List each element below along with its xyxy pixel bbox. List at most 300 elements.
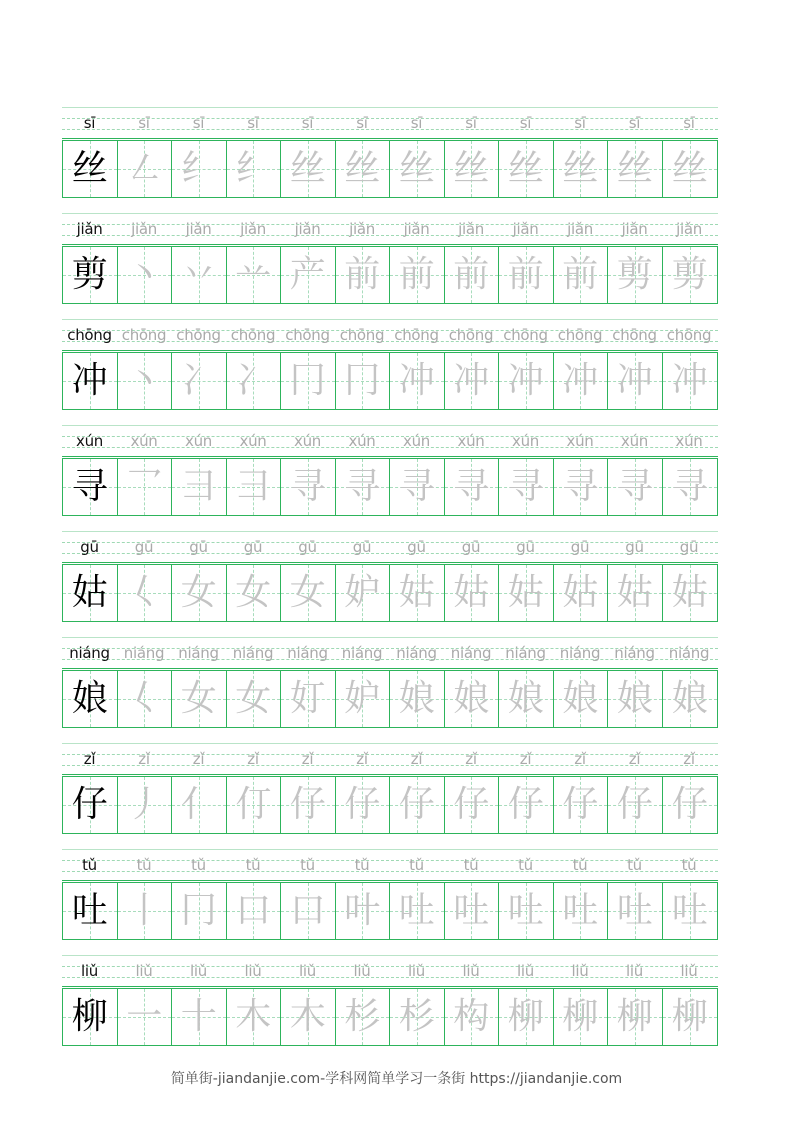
stroke-step-character: 娘 (453, 678, 490, 719)
pinyin-trace: gū (516, 538, 535, 556)
pinyin-trace: zǐ (628, 750, 641, 768)
pinyin-trace: chōng (666, 326, 712, 344)
stroke-step-cell (227, 671, 282, 727)
pinyin-trace: gū (298, 538, 317, 556)
stroke-step-cell (118, 459, 173, 515)
stroke-step-character: 丝 (507, 148, 544, 189)
pinyin-trace: liǔ (244, 962, 262, 980)
pinyin-trace: gū (243, 538, 263, 556)
stroke-step-character: 冲 (398, 360, 435, 401)
pinyin-trace: sī (628, 114, 641, 132)
stroke-step-character: 妒 (344, 572, 381, 613)
stroke-step-cell (227, 459, 282, 515)
model-character: 吐 (71, 890, 108, 931)
pinyin-trace: chōng (285, 326, 330, 344)
pinyin-trace: sī (138, 114, 150, 132)
pinyin-trace: sī (192, 114, 205, 132)
stroke-step-character: 产 (289, 254, 326, 295)
pinyin-trace: tǔ (518, 856, 533, 874)
stroke-step-character: 𡿨 (126, 678, 163, 719)
pinyin-guide-lines (62, 424, 718, 457)
stroke-step-character: 丝 (344, 148, 381, 189)
stroke-step-character: 娘 (616, 678, 653, 719)
stroke-step-cell (390, 141, 445, 197)
pinyin-trace: niáng (668, 644, 710, 662)
stroke-step-character: 吐 (671, 890, 708, 931)
stroke-step-character: 冲 (616, 360, 653, 401)
stroke-step-cell (608, 459, 663, 515)
stroke-step-cell (390, 459, 445, 515)
pinyin-trace: tǔ (409, 856, 424, 874)
stroke-step-character: 寻 (344, 466, 381, 507)
footer-text: 简单街-jiandanjie.com-学科网简单学习一条街 https://jiandanjie.com (170, 1071, 623, 1087)
character-grid (62, 988, 718, 1046)
pinyin-trace: zǐ (465, 750, 477, 768)
stroke-step-cell (227, 247, 282, 303)
pinyin-trace: jiǎn (567, 220, 593, 238)
stroke-step-cell (390, 565, 445, 621)
pinyin-trace: tǔ (191, 856, 206, 874)
model-character: 娘 (71, 678, 108, 719)
pinyin-trace: niáng (287, 644, 328, 662)
stroke-step-character: 女 (235, 678, 272, 719)
stroke-step-cell (227, 777, 282, 833)
pinyin-trace: liǔ (408, 962, 425, 980)
pinyin-trace: xún (675, 432, 703, 450)
stroke-step-character: 丶 (126, 254, 163, 295)
pinyin-trace: zǐ (138, 750, 150, 768)
pinyin-trace: liǔ (680, 962, 698, 980)
stroke-step-cell (336, 459, 391, 515)
stroke-step-character: 前 (562, 254, 599, 295)
pinyin-label: gū (80, 538, 99, 556)
pinyin-trace: jiǎn (403, 220, 430, 238)
stroke-step-character: 女 (180, 678, 217, 719)
pinyin-trace: niáng (505, 644, 546, 662)
stroke-step-character: 丝 (289, 148, 326, 189)
stroke-step-cell (336, 141, 391, 197)
character-grid (62, 882, 718, 940)
stroke-step-character: 构 (453, 996, 490, 1037)
stroke-step-cell (281, 989, 336, 1045)
stroke-step-cell (227, 989, 282, 1045)
pinyin-trace: xún (130, 432, 158, 450)
practice-row (62, 954, 718, 1060)
stroke-step-character: 柳 (616, 996, 653, 1037)
stroke-step-cell (445, 141, 500, 197)
pinyin-trace: jiǎn (676, 220, 702, 238)
stroke-step-character: 仔 (398, 784, 435, 825)
stroke-step-character: 仔 (616, 784, 653, 825)
stroke-step-cell (336, 565, 391, 621)
pinyin-trace: jiǎn (621, 220, 648, 238)
stroke-step-character: 彐 (235, 466, 272, 507)
stroke-step-cell (172, 141, 227, 197)
stroke-step-character: 女 (235, 572, 272, 613)
pinyin-trace: niáng (123, 644, 165, 662)
pinyin-trace: sī (683, 114, 695, 132)
character-grid (62, 670, 718, 728)
practice-row (62, 636, 718, 742)
pinyin-trace: xún (621, 432, 648, 450)
stroke-step-cell (118, 671, 173, 727)
stroke-step-cell (281, 883, 336, 939)
stroke-step-cell (172, 565, 227, 621)
pinyin-trace: sī (519, 114, 532, 132)
model-character-cell (63, 459, 118, 515)
stroke-step-character: 姑 (453, 572, 490, 613)
pinyin-trace: niáng (614, 644, 655, 662)
pinyin-trace: liǔ (299, 962, 316, 980)
pinyin-guide-lines (62, 636, 718, 669)
pinyin-trace: xún (239, 432, 267, 450)
stroke-step-character: 娘 (562, 678, 599, 719)
pinyin-trace: tǔ (136, 856, 152, 874)
stroke-step-character: 娘 (507, 678, 544, 719)
stroke-step-cell (336, 777, 391, 833)
pinyin-trace: zǐ (356, 750, 368, 768)
pinyin-trace: chōng (230, 326, 276, 344)
pinyin-trace: chōng (176, 326, 221, 344)
pinyin-label: sī (83, 114, 96, 132)
stroke-step-character: 口 (289, 890, 326, 931)
pinyin-trace: gū (407, 538, 426, 556)
stroke-step-character: 寻 (398, 466, 435, 507)
stroke-step-character: ㇜ (126, 148, 163, 189)
pinyin-trace: liǔ (462, 962, 480, 980)
stroke-step-cell (118, 353, 173, 409)
stroke-step-cell (390, 671, 445, 727)
pinyin-trace: niáng (559, 644, 601, 662)
stroke-step-cell (608, 777, 663, 833)
pinyin-trace: jiǎn (240, 220, 266, 238)
pinyin-label: jiǎn (76, 220, 103, 238)
stroke-step-cell (554, 671, 609, 727)
pinyin-trace: sī (410, 114, 423, 132)
pinyin-trace: liǔ (571, 962, 589, 980)
stroke-step-cell (663, 777, 718, 833)
stroke-step-cell (281, 565, 336, 621)
stroke-step-character: 木 (289, 996, 326, 1037)
stroke-step-cell (554, 247, 609, 303)
stroke-step-character: 丝 (562, 148, 599, 189)
model-character-cell (63, 353, 118, 409)
pinyin-label: xún (76, 432, 103, 450)
stroke-step-character: 姑 (562, 572, 599, 613)
stroke-step-character: 吐 (507, 890, 544, 931)
model-character: 柳 (71, 996, 108, 1037)
stroke-step-cell (336, 671, 391, 727)
pinyin-trace: jiǎn (512, 220, 539, 238)
stroke-step-cell (499, 883, 554, 939)
stroke-step-cell (118, 777, 173, 833)
pinyin-guide-lines (62, 742, 718, 775)
stroke-step-cell (608, 141, 663, 197)
stroke-step-character: 丷 (180, 254, 217, 295)
stroke-step-character: 柳 (671, 996, 708, 1037)
stroke-step-cell (390, 247, 445, 303)
pinyin-trace: niáng (341, 644, 383, 662)
stroke-step-cell (499, 247, 554, 303)
stroke-step-character: 冫 (235, 360, 272, 401)
practice-row (62, 424, 718, 530)
pinyin-trace: gū (461, 538, 481, 556)
pinyin-trace: zǐ (519, 750, 532, 768)
stroke-step-character: 仔 (562, 784, 599, 825)
pinyin-trace: liǔ (135, 962, 153, 980)
stroke-step-character: 姑 (671, 572, 708, 613)
stroke-step-character: 冫 (180, 360, 217, 401)
stroke-step-character: 亻 (180, 784, 217, 825)
stroke-step-character: 姑 (398, 572, 435, 613)
pinyin-trace: zǐ (683, 750, 695, 768)
stroke-step-cell (663, 459, 718, 515)
stroke-step-cell (663, 247, 718, 303)
stroke-step-cell (172, 777, 227, 833)
stroke-step-cell (445, 565, 500, 621)
pinyin-trace: xún (348, 432, 376, 450)
stroke-step-character: 仔 (289, 784, 326, 825)
stroke-step-character: 寻 (616, 466, 653, 507)
stroke-step-character: 纟 (180, 148, 217, 189)
pinyin-trace: sī (301, 114, 314, 132)
pinyin-guide-lines (62, 530, 718, 563)
pinyin-trace: gū (189, 538, 208, 556)
pinyin-label: zǐ (83, 750, 96, 768)
pinyin-guide-lines (62, 106, 718, 139)
stroke-step-cell (608, 565, 663, 621)
stroke-step-character: 寻 (289, 466, 326, 507)
stroke-step-cell (554, 141, 609, 197)
pinyin-trace: chōng (394, 326, 439, 344)
pinyin-trace: xún (566, 432, 594, 450)
stroke-step-cell (499, 671, 554, 727)
pinyin-trace: gū (352, 538, 372, 556)
stroke-step-character: 姑 (507, 572, 544, 613)
stroke-step-character: 前 (344, 254, 381, 295)
stroke-step-cell (445, 883, 500, 939)
stroke-step-cell (608, 883, 663, 939)
stroke-step-character: 柳 (562, 996, 599, 1037)
pinyin-trace: liǔ (190, 962, 207, 980)
stroke-step-character: 女 (180, 572, 217, 613)
model-character-cell (63, 989, 118, 1045)
stroke-step-cell (281, 141, 336, 197)
stroke-step-cell (390, 883, 445, 939)
character-grid (62, 246, 718, 304)
pinyin-trace: gū (570, 538, 590, 556)
stroke-step-character: 彐 (180, 466, 217, 507)
pinyin-trace: niáng (232, 644, 274, 662)
stroke-step-cell (608, 671, 663, 727)
stroke-step-character: 木 (235, 996, 272, 1037)
stroke-step-cell (172, 459, 227, 515)
pinyin-trace: tǔ (300, 856, 315, 874)
pinyin-trace: chōng (121, 326, 167, 344)
stroke-step-character: 前 (398, 254, 435, 295)
pinyin-trace: xún (403, 432, 430, 450)
pinyin-guide-lines (62, 212, 718, 245)
pinyin-trace: xún (185, 432, 212, 450)
pinyin-trace: chōng (448, 326, 494, 344)
pinyin-trace: zǐ (574, 750, 586, 768)
stroke-step-character: 寻 (507, 466, 544, 507)
pinyin-trace: zǐ (192, 750, 205, 768)
stroke-step-character: 奵 (289, 678, 326, 719)
stroke-step-character: 娘 (671, 678, 708, 719)
model-character-cell (63, 671, 118, 727)
stroke-step-character: 寻 (562, 466, 599, 507)
stroke-step-character: 丿 (126, 784, 163, 825)
character-grid (62, 776, 718, 834)
stroke-step-cell (281, 247, 336, 303)
pinyin-trace: jiǎn (185, 220, 212, 238)
character-grid (62, 564, 718, 622)
pinyin-trace: jiǎn (458, 220, 484, 238)
stroke-step-cell (445, 459, 500, 515)
stroke-step-character: 吐 (398, 890, 435, 931)
model-character: 仔 (71, 784, 108, 825)
pinyin-guide-lines (62, 318, 718, 351)
pinyin-label: tǔ (82, 856, 97, 874)
stroke-step-character: 前 (453, 254, 490, 295)
stroke-step-character: 丶 (126, 360, 163, 401)
stroke-step-cell (390, 353, 445, 409)
stroke-step-cell (445, 353, 500, 409)
stroke-step-character: 女 (289, 572, 326, 613)
pinyin-trace: chōng (503, 326, 548, 344)
stroke-step-character: 前 (507, 254, 544, 295)
pinyin-trace: zǐ (410, 750, 423, 768)
model-character-cell (63, 883, 118, 939)
stroke-step-character: 叶 (344, 890, 381, 931)
stroke-step-character: 冲 (453, 360, 490, 401)
practice-row (62, 530, 718, 636)
stroke-step-cell (499, 353, 554, 409)
stroke-step-cell (663, 671, 718, 727)
pinyin-trace: niáng (450, 644, 492, 662)
stroke-step-cell (445, 671, 500, 727)
stroke-step-cell (608, 989, 663, 1045)
stroke-step-cell (227, 353, 282, 409)
model-character-cell (63, 141, 118, 197)
stroke-step-cell (118, 989, 173, 1045)
stroke-step-character: 䒑 (235, 254, 272, 295)
practice-row (62, 848, 718, 954)
pinyin-trace: chōng (612, 326, 657, 344)
stroke-step-cell (554, 459, 609, 515)
pinyin-trace: tǔ (354, 856, 370, 874)
stroke-step-cell (172, 247, 227, 303)
pinyin-trace: zǐ (247, 750, 259, 768)
stroke-step-character: 冂 (180, 890, 217, 931)
stroke-step-cell (336, 247, 391, 303)
stroke-step-cell (227, 565, 282, 621)
stroke-step-character: 丝 (453, 148, 490, 189)
stroke-step-character: 纟 (235, 148, 272, 189)
stroke-step-cell (281, 671, 336, 727)
stroke-step-cell (172, 989, 227, 1045)
stroke-step-cell (608, 247, 663, 303)
stroke-step-character: 冲 (562, 360, 599, 401)
stroke-step-character: 柳 (507, 996, 544, 1037)
stroke-step-character: 仔 (453, 784, 490, 825)
stroke-step-cell (554, 989, 609, 1045)
practice-sheet (62, 106, 718, 1060)
stroke-step-character: 吐 (453, 890, 490, 931)
pinyin-trace: xún (512, 432, 539, 450)
stroke-step-character: 冂 (289, 360, 326, 401)
stroke-step-cell (554, 353, 609, 409)
stroke-step-character: 吐 (616, 890, 653, 931)
stroke-step-character: 一 (126, 996, 163, 1037)
stroke-step-cell (445, 247, 500, 303)
stroke-step-character: 口 (235, 890, 272, 931)
stroke-step-cell (336, 989, 391, 1045)
practice-row (62, 742, 718, 848)
stroke-step-character: 冂 (344, 360, 381, 401)
stroke-step-character: 吐 (562, 890, 599, 931)
model-character-cell (63, 565, 118, 621)
model-character: 冲 (71, 360, 108, 401)
character-grid (62, 352, 718, 410)
model-character: 丝 (71, 148, 108, 189)
stroke-step-character: 杉 (344, 996, 381, 1037)
pinyin-trace: sī (574, 114, 586, 132)
pinyin-trace: tǔ (463, 856, 479, 874)
stroke-step-character: 娘 (398, 678, 435, 719)
stroke-step-cell (118, 883, 173, 939)
pinyin-trace: sī (465, 114, 477, 132)
pinyin-label: niáng (69, 644, 110, 662)
pinyin-trace: chōng (557, 326, 603, 344)
stroke-step-cell (445, 777, 500, 833)
pinyin-trace: jiǎn (131, 220, 157, 238)
stroke-step-character: 仔 (671, 784, 708, 825)
model-character: 姑 (71, 572, 108, 613)
stroke-step-cell (172, 883, 227, 939)
stroke-step-cell (608, 353, 663, 409)
stroke-step-cell (281, 353, 336, 409)
stroke-step-character: 丝 (616, 148, 653, 189)
model-character-cell (63, 247, 118, 303)
stroke-step-character: 丝 (398, 148, 435, 189)
stroke-step-cell (663, 565, 718, 621)
stroke-step-cell (227, 141, 282, 197)
pinyin-trace: gū (625, 538, 644, 556)
stroke-step-character: 杉 (398, 996, 435, 1037)
stroke-step-cell (663, 141, 718, 197)
stroke-step-cell (336, 353, 391, 409)
stroke-step-character: 丝 (671, 148, 708, 189)
pinyin-trace: jiǎn (294, 220, 321, 238)
stroke-step-cell (227, 883, 282, 939)
pinyin-label: chōng (67, 326, 112, 344)
stroke-step-cell (663, 989, 718, 1045)
character-grid (62, 140, 718, 198)
stroke-step-cell (281, 777, 336, 833)
pinyin-trace: sī (247, 114, 259, 132)
stroke-step-character: 寻 (671, 466, 708, 507)
stroke-step-cell (172, 353, 227, 409)
pinyin-trace: liǔ (353, 962, 371, 980)
stroke-step-character: 仃 (235, 784, 272, 825)
stroke-step-cell (390, 777, 445, 833)
stroke-step-cell (499, 989, 554, 1045)
pinyin-trace: zǐ (301, 750, 314, 768)
stroke-step-character: 剪 (671, 254, 708, 295)
pinyin-trace: liǔ (626, 962, 643, 980)
